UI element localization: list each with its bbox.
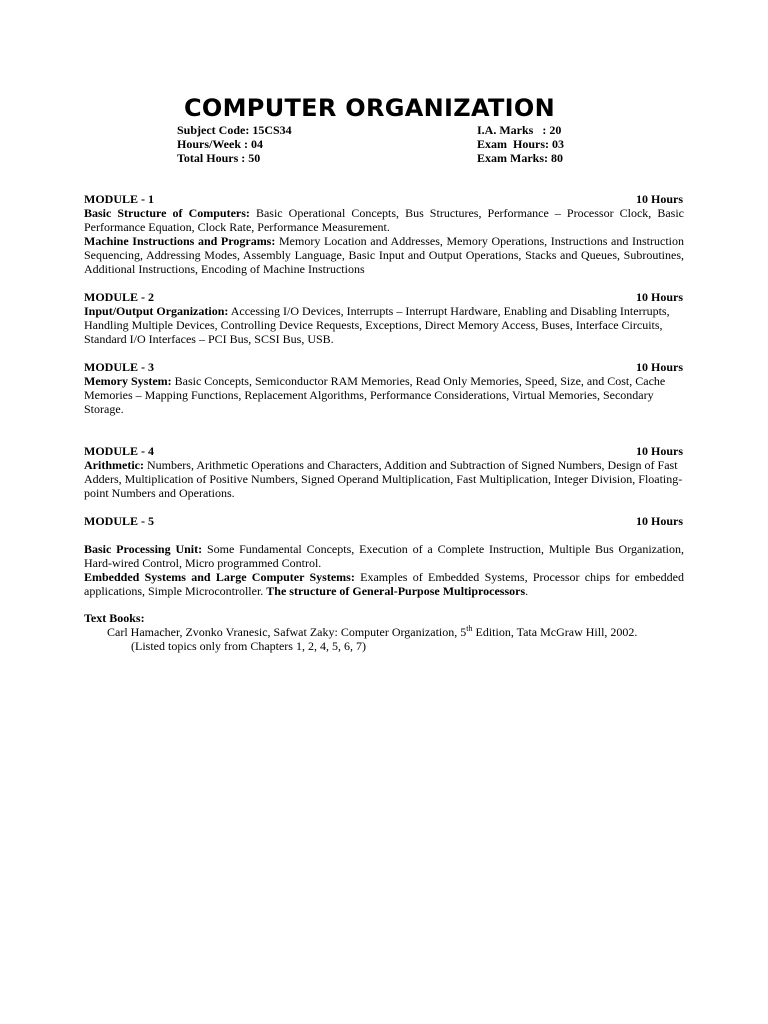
topic-title: Machine Instructions and Programs: (84, 234, 276, 248)
hours-per-week: Hours/Week : 04 (177, 137, 263, 151)
module-topic (84, 206, 684, 234)
exam-marks: Exam Marks: 80 (477, 151, 563, 165)
module-topic (84, 542, 684, 570)
module-title: MODULE - 2 (84, 290, 154, 304)
module-4 (84, 444, 684, 500)
module-topic (84, 570, 684, 598)
text-book-note: (Listed topics only from Chapters 1, 2, 4, 5, 6, 7) (131, 639, 366, 653)
topic-emphasis: The structure of General-Purpose Multiprocessors (266, 584, 526, 598)
module-5 (84, 514, 684, 598)
module-3 (84, 360, 684, 416)
topic-title: Input/Output Organization: (84, 304, 229, 318)
module-topic (84, 234, 684, 276)
module-title: MODULE - 5 (84, 514, 154, 528)
topic-text: Basic Operational Concepts, Bus Structures, Performance – Processor Clock, Basic Performance Equation, Clock Rate, Performance Measurement. (84, 206, 685, 234)
course-meta-right (477, 123, 564, 165)
topic-text: Examples of Embedded Systems, Processor chips for embedded applications, Simple Microcontroller. (84, 570, 684, 598)
topic-tail: . (525, 584, 529, 598)
module-1 (84, 192, 684, 276)
topic-text: Some Fundamental Concepts, Execution of a Complete Instruction, Multiple Bus Organization, Hard-wired Control, Micro programmed Control. (84, 542, 684, 570)
module-topic (84, 374, 684, 416)
module-heading (84, 444, 684, 458)
topic-title: Embedded Systems and Large Computer Systems: (84, 570, 355, 584)
topic-title: Memory System: (84, 374, 172, 388)
module-title: MODULE - 3 (84, 360, 154, 374)
module-hours: 10 Hours (635, 290, 683, 304)
topic-text: Numbers, Arithmetic Operations and Characters, Addition and Subtraction of Signed Numbers, Design of Fast Adders, Multiplication of Positive Numbers, Signed Operand Multiplication, Fast Multiplication, Integer Division, Floating-point Numbers and Operations. (84, 458, 683, 500)
topic-title: Arithmetic: (84, 458, 144, 472)
module-heading (84, 290, 684, 304)
text-book-entry: Carl Hamacher, Zvonko Vranesic, Safwat Zaky: Computer Organization, 5th Edition, Tata McGraw Hill, 2002. (107, 624, 638, 639)
total-hours: Total Hours : 50 (177, 151, 261, 165)
text-books-heading: Text Books: (84, 611, 145, 625)
topic-text: Basic Concepts, Semiconductor RAM Memories, Read Only Memories, Speed, Size, and Cost, Cache Memories – Mapping Functions, Replacement Algorithms, Performance Considerations, Virtual Memories, Secondary Storage. (84, 374, 666, 416)
topic-text: Accessing I/O Devices, Interrupts – Interrupt Hardware, Enabling and Disabling Interrupts, Handling Multiple Devices, Controlling Device Requests, Exceptions, Direct Memory Access, Buses, Interface Circuits, Standard I/O Interfaces – PCI Bus, SCSI Bus, USB. (84, 304, 670, 346)
exam-hours: Exam Hours: 03 (477, 137, 564, 151)
module-topic (84, 458, 684, 500)
module-heading (84, 192, 684, 206)
module-hours: 10 Hours (635, 444, 683, 458)
topic-title: Basic Structure of Computers: (84, 206, 250, 220)
topic-text: Memory Location and Addresses, Memory Operations, Instructions and Instruction Sequencing, Addressing Modes, Assembly Language, Basic Input and Output Operations, Stacks and Queues, Subroutines, Additional Instructions, Encoding of Machine Instructions (84, 234, 684, 276)
module-title: MODULE - 4 (84, 444, 154, 458)
module-hours: 10 Hours (635, 514, 683, 528)
topic-title: Basic Processing Unit: (84, 542, 203, 556)
module-2 (84, 290, 684, 346)
module-topic (84, 304, 684, 346)
module-hours: 10 Hours (635, 192, 683, 206)
module-hours: 10 Hours (635, 360, 683, 374)
page-title: COMPUTER ORGANIZATION (184, 94, 555, 122)
module-heading (84, 360, 684, 374)
text-books (84, 611, 684, 653)
subject-code: Subject Code: 15CS34 (177, 123, 292, 137)
module-heading (84, 514, 684, 528)
course-meta-left (177, 123, 292, 165)
module-title: MODULE - 1 (84, 192, 154, 206)
ia-marks: I.A. Marks : 20 (477, 123, 562, 137)
